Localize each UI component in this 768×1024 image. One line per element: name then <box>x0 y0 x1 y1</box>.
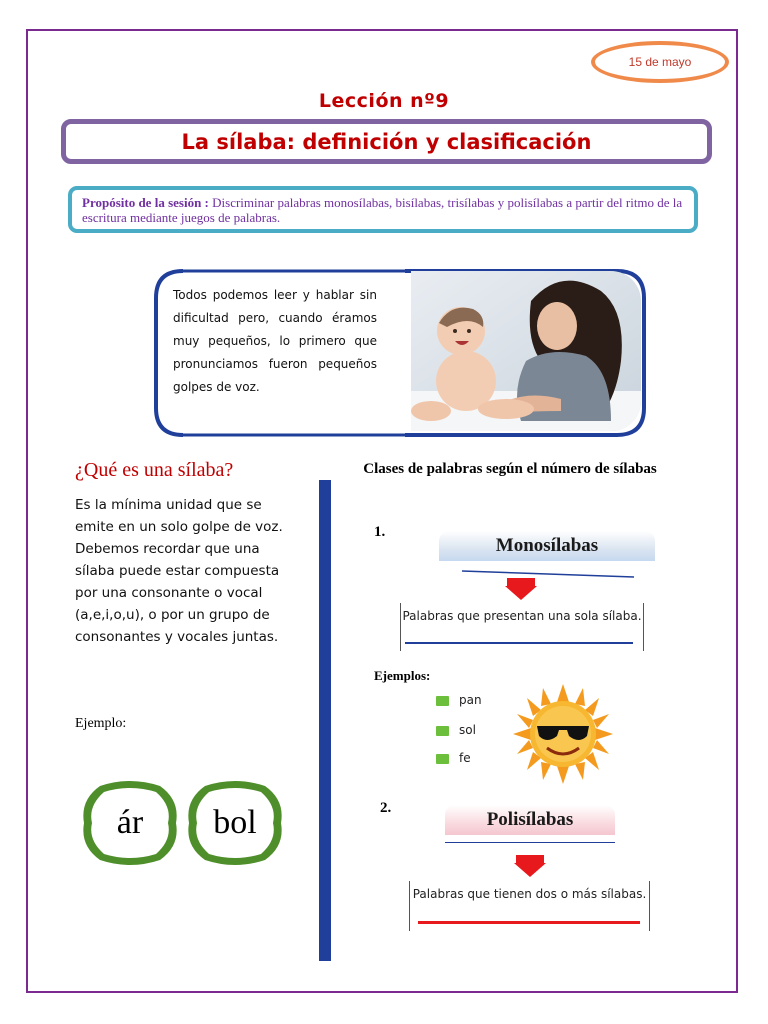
classes-title: Clases de palabras según el número de sílabas <box>363 461 657 477</box>
lesson-number: Lección nº9 <box>318 90 450 112</box>
date-badge: 15 de mayo <box>591 41 729 83</box>
category-1-number: 1. <box>374 524 386 540</box>
syllable-1: ár <box>116 804 144 841</box>
question-heading: ¿Qué es una sílaba? <box>75 459 234 481</box>
lesson-title: La sílaba: definición y clasificación <box>61 119 712 164</box>
sun-sunglasses-icon <box>507 684 619 784</box>
purpose-label: Propósito de la sesión : <box>82 195 209 210</box>
examples-label: Ejemplos: <box>374 668 431 683</box>
category-1-underline <box>460 568 636 580</box>
syllable-2: bol <box>213 804 257 841</box>
example-item: fe <box>436 751 471 765</box>
arrow-down-icon <box>514 855 546 877</box>
intro-text: Todos podemos leer y hablar sin dificultad pero, cuando éramos muy pequeños, lo primero que pronunciamos fueron pequeños golpes de voz. <box>173 288 377 394</box>
category-2-number: 2. <box>380 800 392 816</box>
category-2-def-underline <box>418 921 640 924</box>
syllable-definition: Es la mínima unidad que se emite en un solo golpe de voz. Debemos recordar que una sílaba puede estar compuesta por una consonante o vocal (a,e,i,o,u), o por un grupo de consonantes y vocales juntas. <box>75 497 283 645</box>
green-bullet-icon <box>436 754 449 764</box>
arrow-down-icon <box>505 578 537 600</box>
purpose-box <box>68 186 698 233</box>
example-label: Ejemplo: <box>75 716 127 731</box>
category-1-title: Monosílabas <box>439 531 655 561</box>
syllable-card-1 <box>80 780 180 866</box>
category-2-underline <box>445 842 615 843</box>
green-bullet-icon <box>436 696 449 706</box>
example-item: sol <box>436 723 476 737</box>
purpose-text: Discriminar palabras monosílabas, bisílabas, trisílabas y polisílabas a partir del ritmo de la escritura mediante juegos de palabras. <box>82 195 683 225</box>
green-bullet-icon <box>436 726 449 736</box>
category-2-title: Polisílabas <box>445 805 615 835</box>
category-1-definition: Palabras que presentan una sola sílaba. <box>400 603 644 651</box>
mother-baby-photo <box>411 271 641 431</box>
category-1-def-underline <box>405 642 633 644</box>
category-2-definition: Palabras que tienen dos o más sílabas. <box>409 881 650 931</box>
syllable-card-2 <box>185 780 285 866</box>
example-item: pan <box>436 693 482 707</box>
column-divider <box>319 480 331 961</box>
